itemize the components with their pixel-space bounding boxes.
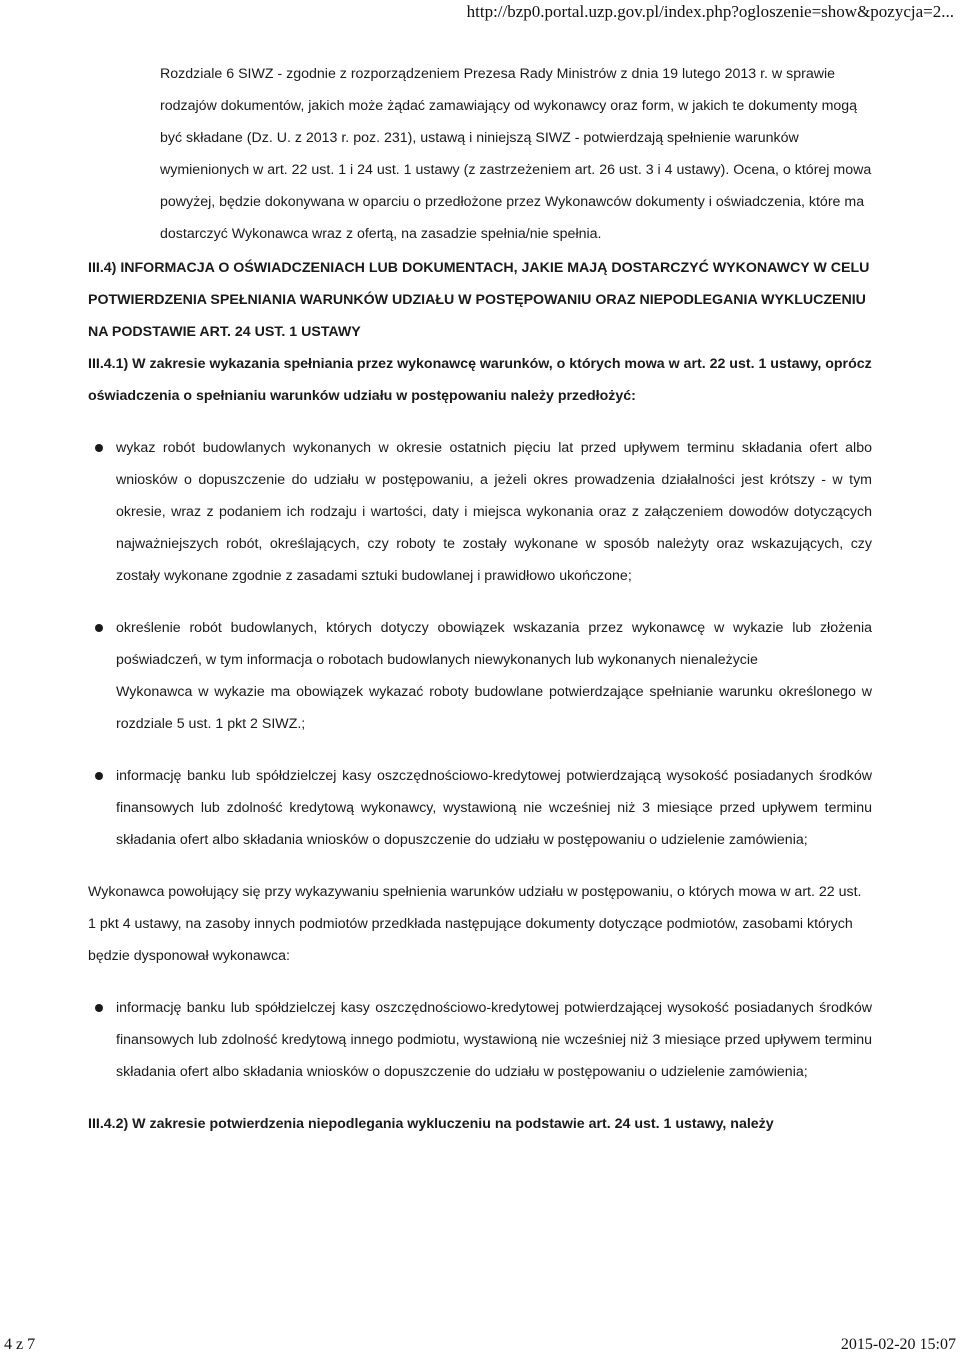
list-item: informację banku lub spółdzielczej kasy oszczędnościowo-kredytowej potwierdzającej wysokość posiadanych środków finansowych lub zdolność kredytową innego podmiotu, wystawioną nie wcześniej niż 3 miesiące przed upływem terminu składania ofert albo składania wniosków o dopuszczenie do udziału w postępowaniu o udzielenie zamówienia; <box>116 992 872 1088</box>
list-item: określenie robót budowlanych, których dotyczy obowiązek wskazania przez wykonawcę w wykazie lub złożenia poświadczeń, w tym informacja o robotach budowlanych niewykonanych lub wykonanych nienależycie Wykonawca w wykazie ma obowiązek wykazać roboty budowlane potwierdzające spełnianie warunku określonego w rozdziale 5 ust. 1 pkt 2 SIWZ.; <box>116 612 872 740</box>
bullet-icon <box>95 1004 103 1012</box>
list-item-note: Wykonawca w wykazie ma obowiązek wykazać roboty budowlane potwierdzające spełnianie warunku określonego w rozdziale 5 ust. 1 pkt 2 SIWZ.; <box>116 684 872 732</box>
bullet-icon <box>95 624 103 632</box>
section-heading: III.4) INFORMACJA O OŚWIADCZENIACH LUB DOKUMENTACH, JAKIE MAJĄ DOSTARCZYĆ WYKONAWCY W CELU POTWIERDZENIA SPEŁNIANIA WARUNKÓW UDZIAŁU W POSTĘPOWANIU ORAZ NIEPODLEGANIA WYKLUCZENIU NA PODSTAWIE ART. 24 UST. 1 USTAWY <box>88 260 870 340</box>
page-url-header: http://bzp0.portal.uzp.gov.pl/index.php?ogloszenie=show&pozycja=2... <box>466 2 954 21</box>
list-item: informację banku lub spółdzielczej kasy oszczędnościowo-kredytowej potwierdzającą wysokość posiadanych środków finansowych lub zdolność kredytową wykonawcy, wystawioną nie wcześniej niż 3 miesiące przed upływem terminu składania ofert albo składania wniosków o dopuszczenie do udziału w postępowaniu o udzielenie zamówienia; <box>116 760 872 856</box>
subsection-heading-2: III.4.2) W zakresie potwierdzenia niepodlegania wykluczeniu na podstawie art. 24 ust. 1 ustawy, należy <box>88 1116 774 1132</box>
subsection-heading-1: III.4.1) W zakresie wykazania spełniania przez wykonawcę warunków, o których mowa w art. 22 ust. 1 ustawy, oprócz oświadczenia o spełnianiu warunków udziału w postępowaniu należy przedłożyć: <box>88 356 872 404</box>
bullet-icon <box>95 772 103 780</box>
resources-paragraph: Wykonawca powołujący się przy wykazywaniu spełnienia warunków udziału w postępowaniu, o których mowa w art. 22 ust. 1 pkt 4 ustawy, na zasoby innych podmiotów przedkłada następujące dokumenty dotyczące podmiotów, zasobami których będzie dysponował wykonawca: <box>88 884 862 964</box>
bullet-icon <box>95 444 103 452</box>
print-datetime: 2015-02-20 15:07 <box>840 1336 956 1353</box>
document-body <box>88 58 872 1140</box>
page-number: 4 z 7 <box>4 1336 36 1353</box>
intro-paragraph: Rozdziale 6 SIWZ - zgodnie z rozporządzeniem Prezesa Rady Ministrów z dnia 19 lutego 2013 r. w sprawie rodzajów dokumentów, jakich może żądać zamawiający od wykonawcy oraz form, w jakich te dokumenty mogą być składane (Dz. U. z 2013 r. poz. 231), ustawą i niniejszą SIWZ - potwierdzają spełnienie warunków wymienionych w art. 22 ust. 1 i 24 ust. 1 ustawy (z zastrzeżeniem art. 26 ust. 3 i 4 ustawy). Ocena, o której mowa powyżej, będzie dokonywana w oparciu o przedłożone przez Wykonawców dokumenty i oświadczenia, które ma dostarczyć Wykonawca wraz z ofertą, na zasadzie spełnia/nie spełnia. <box>160 66 872 242</box>
list-item: wykaz robót budowlanych wykonanych w okresie ostatnich pięciu lat przed upływem terminu składania ofert albo wniosków o dopuszczenie do udziału w postępowaniu, a jeżeli okres prowadzenia działalności jest krótszy - w tym okresie, wraz z podaniem ich rodzaju i wartości, daty i miejsca wykonania oraz z załączeniem dowodów dotyczących najważniejszych robót, określających, czy roboty te zostały wykonane w sposób należyty oraz wskazujących, czy zostały wykonane zgodnie z zasadami sztuki budowlanej i prawidłowo ukończone; <box>116 432 872 592</box>
document-list-2 <box>88 992 872 1088</box>
document-list-1 <box>88 432 872 856</box>
